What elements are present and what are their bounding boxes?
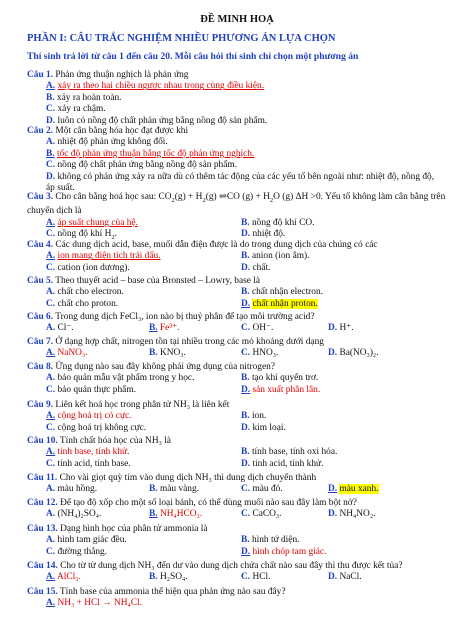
option-a[interactable]: A. hình tam giác đều. [46,535,127,546]
question-number: Câu 4. [27,240,54,250]
option-b[interactable]: B. tính base, tính oxi hóa. [241,447,338,458]
question-text: Tính base của ammonia thể hiện qua phản ứng nào sau đây? [59,587,286,597]
question-number: Câu 15. [27,587,58,597]
option-b[interactable]: B. tạo khí quyển trơ. [241,373,319,384]
question-11 [27,473,467,496]
option-d[interactable]: D. kim loại. [241,422,286,433]
question-text: Ở dạng hợp chất, nitrogen tồn tại nhiều trong các mỏ khoáng dưới dạng [55,337,324,347]
question-number: Câu 2. [27,126,54,136]
option-b[interactable]: B. tốc độ phản ứng thuận bằng tốc độ phản ứng nghịch. [46,148,255,159]
option-c[interactable]: C. cation (ion dương). [46,262,130,273]
option-d[interactable]: D. H⁺. [328,323,354,334]
option-d[interactable]: D. hình chóp tam giác. [241,546,327,557]
question-number: Câu 12. [27,498,58,508]
option-b[interactable]: B. xảy ra hoàn toàn. [46,92,122,103]
question-text-continued: chuyển dịch là [27,206,82,217]
question-number: Câu 1. [27,70,54,80]
option-d-continued: áp suất. [46,183,75,194]
option-c[interactable]: C. xảy ra chậm. [46,104,106,115]
option-b[interactable]: B. chất nhận electron. [241,287,324,298]
option-c[interactable]: C. nồng độ khí $H_2$. [46,229,117,241]
question-text: Tính chất hóa học của NH₃ là [59,436,171,446]
option-d[interactable]: D. chất nhận proton. [241,298,318,309]
option-c[interactable]: C. chất cho proton. [46,298,119,309]
question-number: Câu 7. [27,337,54,347]
question-number: Câu 8. [27,362,54,372]
question-text: Cho vài giọt quỳ tím vào dung dịch NH₃ thì dung dịch chuyển thành [59,473,317,483]
option-c[interactable]: C. HNO₃. [241,348,279,359]
option-a[interactable]: A. ion mang điện tích trái dấu. [46,251,161,262]
question-5 [27,276,467,310]
option-c[interactable]: C. cộng hoá trị không cực. [46,422,147,433]
option-c[interactable]: C. màu đỏ. [241,484,283,495]
option-c[interactable]: C. nồng độ chất phản ứng bằng nồng độ sản phẩm. [46,160,237,171]
question-13 [27,524,467,558]
question-text: Phản ứng thuận nghịch là phản ứng [55,70,189,80]
instructions: Thí sinh trả lời từ câu 1 đến câu 20. Mỗi câu hỏi thí sinh chỉ chọn một phương án [27,51,359,62]
option-b[interactable]: B. NH₄HCO₃. [149,509,203,520]
option-b[interactable]: B. hình tứ diện. [241,535,300,546]
question-12 [27,498,467,521]
option-a[interactable]: A. Cl⁻. [46,323,74,334]
option-a[interactable]: A. nhiệt độ phản ứng không đổi. [46,137,168,148]
option-a[interactable]: A. (NH₄)₂SO₄. [46,509,102,520]
option-c[interactable]: C. tính acid, tính base. [46,458,131,469]
question-number: Câu 5. [27,276,54,286]
question-1 [27,70,467,127]
option-d[interactable]: D. không có phản ứng xảy ra nữa dù có thêm tác động của các yếu tố bên ngoài như: nhiệt độ, nồng độ, [46,171,435,182]
option-a[interactable]: A. chất cho electron. [46,287,124,298]
option-a[interactable]: A. NaNO₃. [46,348,88,359]
option-d[interactable]: D. màu xanh. [328,484,379,495]
part-heading: PHẦN I: CÂU TRẮC NGHIỆM NHIỀU PHƯƠNG ÁN LỰA CHỌN [27,33,336,44]
question-9 [27,400,467,434]
option-d[interactable]: D. luôn có nồng độ chất phản ứng bằng nồng độ sản phẩm. [46,115,268,126]
option-d[interactable]: D. sản xuất phân lân. [241,384,321,395]
question-7 [27,337,467,360]
option-a[interactable]: A. màu hồng. [46,484,98,495]
option-a[interactable]: A. NH₃ + HCl → NH₄Cl. [46,598,142,609]
question-number: Câu 14. [27,561,58,571]
option-d[interactable]: D. Ba(NO₃)₂. [328,348,379,359]
option-b[interactable]: B. anion (ion âm). [241,251,310,262]
question-15 [27,587,467,610]
option-a[interactable]: A. xảy ra theo hai chiều ngược nhau trong cùng điều kiện. [46,81,265,92]
question-number: Câu 11. [27,473,58,483]
option-b[interactable]: B. màu vàng. [149,484,200,495]
question-text: Các dung dịch acid, base, muối dẫn điện được là do trong dung dịch của chúng có các [55,240,378,250]
option-c[interactable]: C. CaCO₃. [241,509,282,520]
question-3: Câu 3. Cho cân bằng hoá học sau: $CO_2(g) + H_2(g)$ ⇌CO $(g) + H_2O$ (g) ΔH >0. Yếu tố không làm cân bằng trên chuyển dịch là A. áp suất chung của hệ. B. nồng độ khí CO. C. nồng độ khí $H_2$. D. nhiệt độ. [27,192,467,240]
question-6 [27,312,467,335]
option-d[interactable]: D. NH₄NO₂. [328,509,376,520]
option-b[interactable]: B. ion. [241,411,267,422]
question-text: Ứng dụng nào sau đây không phải ứng dụng của nitrogen? [55,362,275,372]
option-a[interactable]: A. áp suất chung của hệ. [46,217,138,228]
question-text: Một cân bằng hóa học đạt được khi [55,126,189,136]
question-14 [27,561,467,584]
question-10 [27,436,467,470]
question-8 [27,362,467,396]
question-text: Theo thuyết acid – base của Bronsted – Lowry, base là [55,276,261,286]
question-4 [27,240,467,274]
question-number: Câu 13. [27,524,58,534]
option-c[interactable]: C. bảo quản thực phẩm. [46,384,136,395]
option-a[interactable]: A. tính base, tính khử. [46,447,130,458]
question-number: Câu 6. [27,312,54,322]
option-d[interactable]: D. tính acid, tính khử. [241,458,324,469]
question-text: Liên kết hoá học trong phân tử NH₃ là liên kết [55,400,230,410]
option-a[interactable]: A. AlCl₃. [46,572,81,583]
question-text: Để tạo độ xốp cho một số loại bánh, có thể dùng muối nào sau đây làm bột nở? [60,498,357,508]
question-2 [27,126,467,194]
question-text: Cho từ từ dung dịch NH₃ đến dư vào dung dịch chứa chất nào sau đây thì thu được kết tủa? [60,561,403,571]
option-a[interactable]: A. cộng hoá trị có cực. [46,411,132,422]
question-number: Câu 3. [27,192,54,202]
option-d[interactable]: D. nhiệt độ. [241,229,286,240]
exam-title: ĐỀ MINH HOẠ [200,14,274,25]
question-text: Dạng hình học của phân tử ammonia là [60,524,208,534]
option-c[interactable]: C. OH⁻. [241,323,274,334]
option-c[interactable]: C. đường thẳng. [46,546,108,557]
question-number: Câu 10. [27,436,58,446]
question-text: Trong dung dịch FeCl₃, ion nào bị thuỷ phân để tạo môi trường acid? [55,312,315,322]
option-d[interactable]: D. NaCl. [328,572,362,583]
option-c[interactable]: C. HCl. [241,572,271,583]
option-b[interactable]: B. KNO₃. [149,348,186,359]
option-d[interactable]: D. chất. [241,262,271,273]
question-number: Câu 9. [27,400,54,410]
option-a[interactable]: A. bảo quản mẫu vật phẩm trong y học. [46,373,195,384]
option-b[interactable]: B. nồng độ khí CO. [241,217,315,228]
option-b[interactable]: B. Fe³⁺. [149,323,180,334]
option-b[interactable]: B. H₂SO₄. [149,572,188,583]
